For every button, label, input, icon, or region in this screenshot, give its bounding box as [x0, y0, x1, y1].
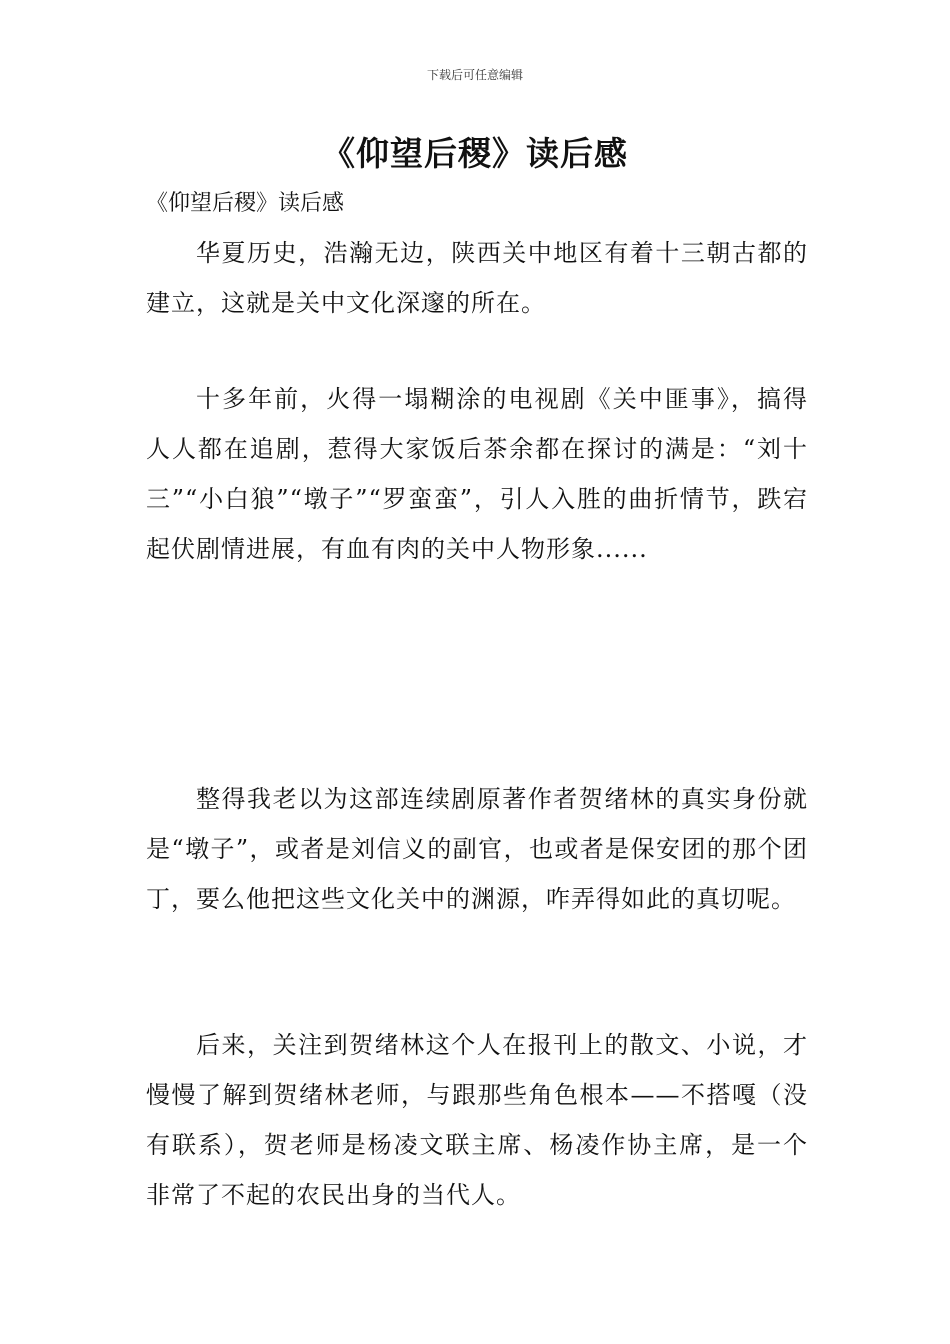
paragraph-1: 华夏历史，浩瀚无边，陕西关中地区有着十三朝古都的建立，这就是关中文化深邃的所在。 [146, 239, 808, 317]
document-title: 《仰望后稷》读后感 [322, 134, 628, 173]
paragraph-3: 整得我老以为这部连续剧原著作者贺绪林的真实身份就是“墩子”，或者是刘信义的副官，也或者是保安团的那个团丁，要么他把这些文化关中的渊源，咋弄得如此的真切呢。 [146, 785, 808, 913]
paragraph-4: 后来，关注到贺绪林这个人在报刊上的散文、小说，才慢慢了解到贺绪林老师，与跟那些角色根本——不搭嘎（没有联系），贺老师是杨凌文联主席、杨凌作协主席，是一个非常了不起的农民出身的当代人。 [146, 1031, 808, 1209]
paragraph-2: 十多年前，火得一塌糊涂的电视剧《关中匪事》，搞得人人都在追剧，惹得大家饭后茶余都在探讨的满是：“刘十三”“小白狼”“墩子”“罗蛮蛮”，引人入胜的曲折情节，跌宕起伏剧情进展，有血有肉的关中人物形象...... [146, 385, 808, 563]
document-subtitle: 《仰望后稷》读后感 [146, 191, 345, 216]
page-header-note: 下载后可任意编辑 [426, 68, 523, 82]
